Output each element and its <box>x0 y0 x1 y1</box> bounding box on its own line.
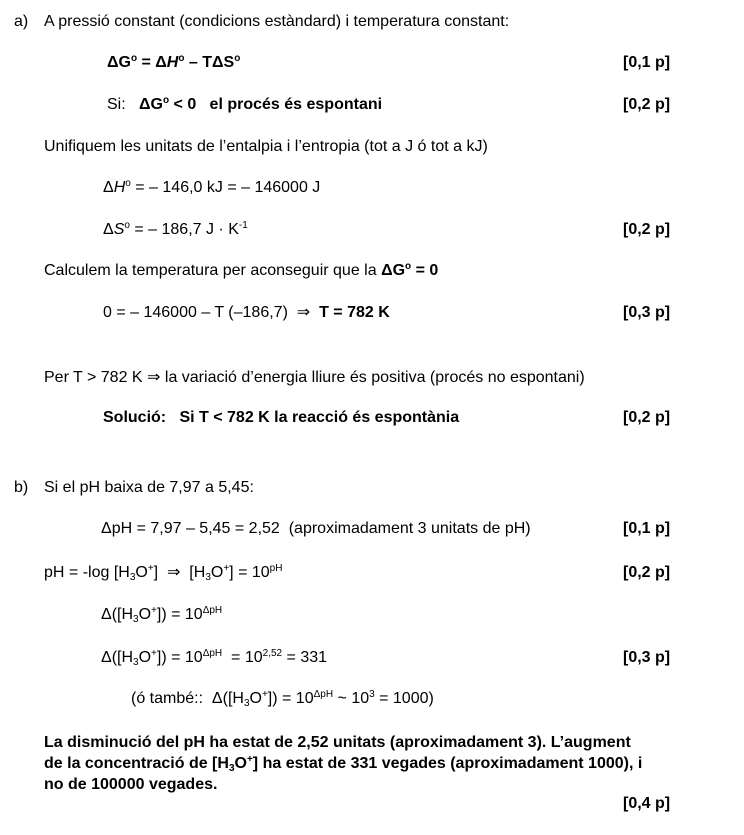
delta-concentration-2: $\Delta([H_3O^+]) = 10^{\Delta pH} = 10^{2,52} = 331$ <box>101 648 328 668</box>
points-formula: [0,1 p] <box>623 54 671 71</box>
delta-ph: ΔpH = 7,97 – 5,45 = 2,52 (aproximadament 3 unitats de pH) <box>101 520 531 537</box>
part-b-intro: Si el pH baixa de 7,97 a 5,45: <box>44 479 254 496</box>
units-text: Unifiquem les unitats de l’entalpia i l’entropia (tot a J ó tot a kJ) <box>44 138 488 155</box>
solution-a: Solució: Si T < 782 K la reacció és espontània <box>103 409 460 426</box>
points-delta-concentration: [0,3 p] <box>623 649 671 666</box>
part-a-marker: a) <box>14 13 29 30</box>
conclusion-paragraph: La disminució del pH ha estat de 2,52 unitats (aproximadament 3). L’augment de la concentració de $[H_3O^+]$ ha estat de 331 vegades (aproximadament 1000), i no de 100000 vegades. <box>44 734 643 793</box>
enthalpy-line: $\Delta H^o$ = – 146,0 kJ = – 146000 J <box>103 178 321 196</box>
spontaneity-condition: Si: $\Delta G^o < 0$ el procés és espontani <box>107 95 383 113</box>
points-condition: [0,2 p] <box>623 96 671 113</box>
ph-definition: pH = -log $[H_3O^+]$ ⇒ $[H_3O^+] = 10^{pH}$ <box>44 563 283 583</box>
calc-equation: 0 = – 146000 – T (–186,7) ⇒ T = 782 K <box>103 304 390 321</box>
part-b-marker: b) <box>14 479 29 496</box>
positive-text: Per T > 782 K ⇒ la variació d’energia lliure és positiva (procés no espontani) <box>44 369 585 386</box>
points-conclusion: [0,4 p] <box>623 795 671 812</box>
points-solution: [0,2 p] <box>623 409 671 426</box>
points-ph-def: [0,2 p] <box>623 564 671 581</box>
delta-concentration-1: $\Delta([H_3O^+]) = 10^{\Delta pH}$ <box>101 605 223 625</box>
points-delta-ph: [0,1 p] <box>623 520 671 537</box>
gibbs-formula: $\Delta G^o = \Delta H^o - T\Delta S^o$ <box>107 53 241 71</box>
entropy-line: $\Delta S^o$ = – 186,7 $J \cdot K^{-1}$ <box>103 220 248 238</box>
points-calc: [0,3 p] <box>623 304 671 321</box>
points-entropy: [0,2 p] <box>623 221 671 238</box>
part-a-intro: A pressió constant (condicions estàndard) i temperatura constant: <box>44 13 510 30</box>
calc-text: Calculem la temperatura per aconseguir que la $\Delta G^o = 0$ <box>44 261 439 279</box>
also-line: (ó també:: $\Delta([H_3O^+]) = 10^{\Delta pH}$ ~ $10^3 = 1000$) <box>131 689 434 709</box>
